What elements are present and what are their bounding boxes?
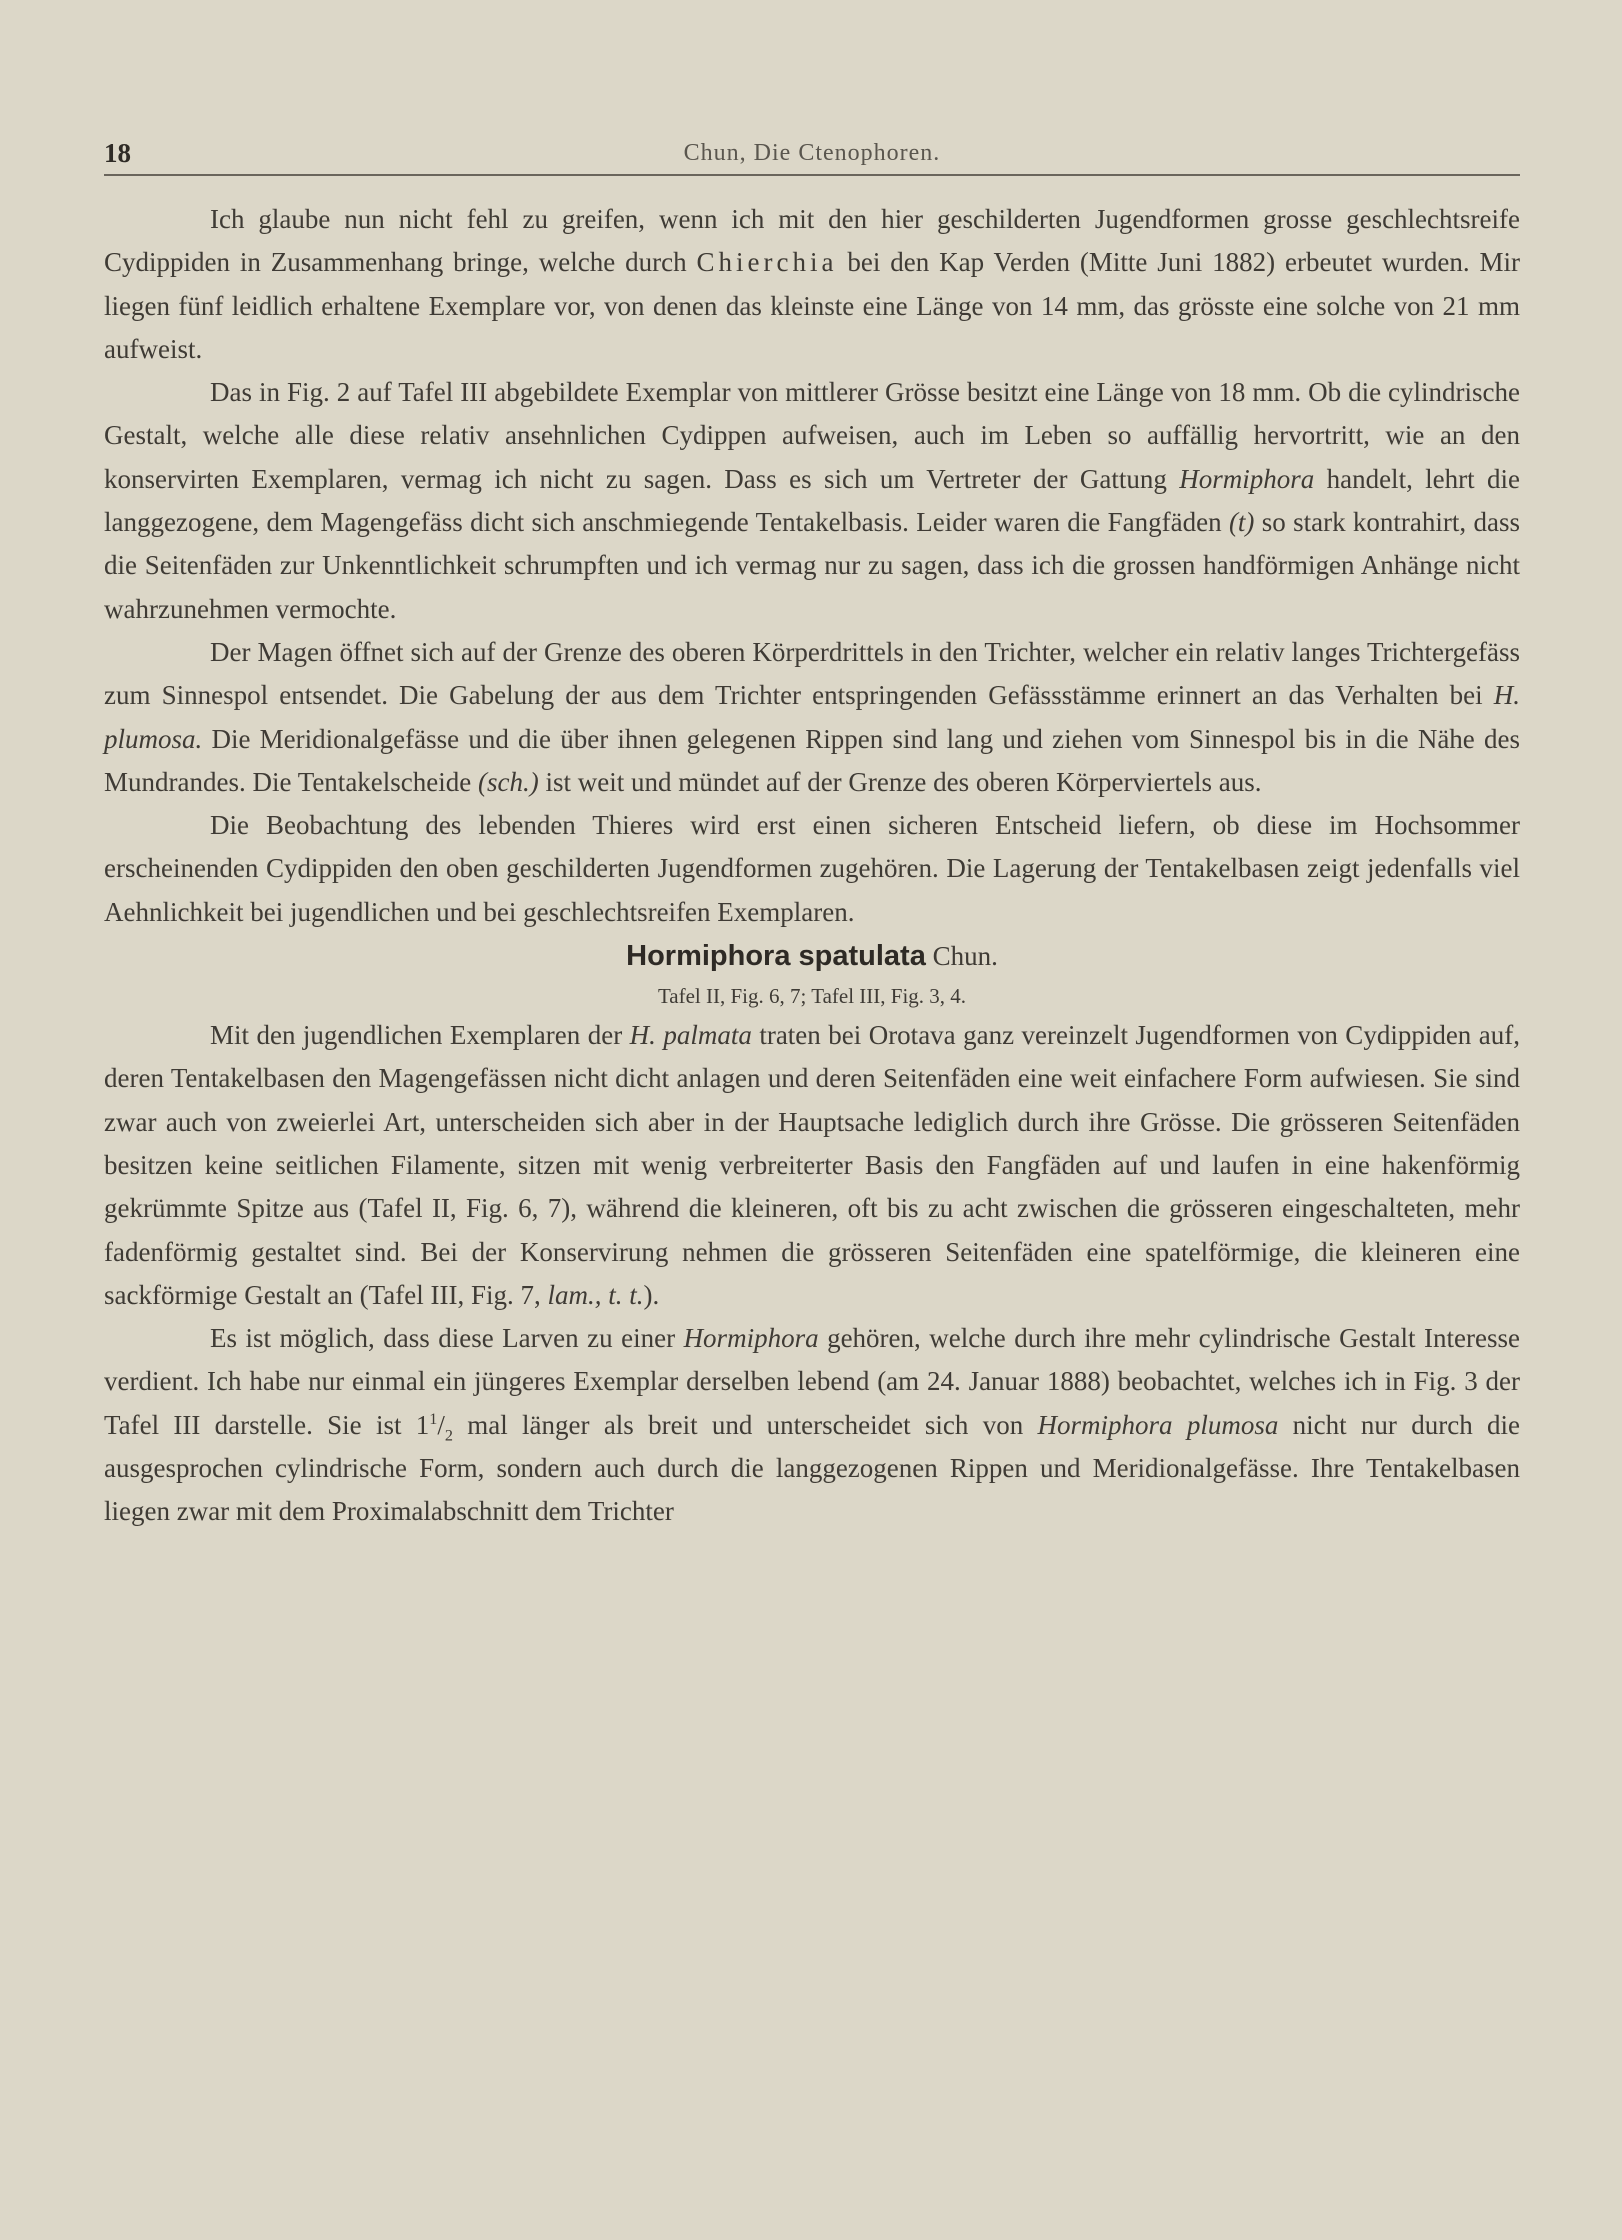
section-heading xyxy=(104,934,1520,978)
paragraph-3 xyxy=(104,631,1520,804)
figure-label: lam., t. t. xyxy=(547,1279,644,1310)
figure-label: (t) xyxy=(1228,507,1255,538)
text-run: traten bei Orotava ganz vereinzelt Jugendformen von Cydippiden auf, deren Tentakelbasen den Magengefässen nicht dicht anlagen und deren Seitenfäden eine weit einfachere Form aufwiesen. Sie sind zwar auch von zweierlei Art, unterscheiden sich aber in der Hauptsache lediglich durch ihre Grösse. Die grösseren Seitenfäden besitzen keine seitlichen Filamente, sitzen mit wenig verbreiterter Basis den Fangfäden auf und laufen in eine hakenförmig gekrümmte Spitze aus (Tafel II, Fig. 6, 7), während die kleineren, oft bis zu acht zwischen die grösseren eingeschalteten, mehr fadenförmig gestaltet sind. Bei der Konservirung nehmen die grösseren Seitenfäden eine spatelförmige, die kleineren eine sackförmige Gestalt an (Tafel III, Fig. 7, xyxy=(104,1020,1520,1310)
paragraph-6 xyxy=(104,1317,1520,1533)
species-name: Hormiphora plumosa xyxy=(1037,1409,1279,1440)
paragraph-5 xyxy=(104,1014,1520,1317)
text-run: nicht nur durch die ausgesprochen cylindrische Form, sondern auch durch die langgezogenen Rippen und Meridionalgefässe. Ihre Tentakelbasen liegen zwar mit dem Proximalabschnitt dem Trichter xyxy=(104,1409,1520,1527)
paragraph-2 xyxy=(104,371,1520,631)
paragraph-4 xyxy=(104,804,1520,934)
text-run: ist weit und mündet auf der Grenze des oberen Körperviertels aus. xyxy=(538,766,1262,797)
document-page xyxy=(104,136,1520,1534)
text-run: ). xyxy=(643,1279,660,1310)
genus-name: Hormiphora xyxy=(1179,463,1315,494)
text-run: Das in Fig. 2 auf Tafel III abgebildete Exemplar von mittlerer Grösse besitzt eine Länge von 18 mm. Ob die cylindrische Gestalt, welche alle diese relativ ansehnlichen Cydippen aufweisen, auch im Leben so auffällig hervortritt, wie an den konservirten Exemplaren, vermag ich nicht zu sagen. Dass es sich um Vertreter der Gattung xyxy=(104,377,1520,494)
plate-reference: Tafel II, Fig. 6, 7; Tafel III, Fig. 3, 4. xyxy=(657,984,967,1009)
text-run: gehören, welche durch ihre mehr cylindrische Gestalt Interesse verdient. Ich habe nur einmal ein jüngeres Exemplar derselben lebend (am 24. Januar 1888) beobachtet, welches ich in Fig. 3 der Tafel III darstelle. Sie ist 1 xyxy=(104,1323,1520,1440)
text-run: handelt, lehrt die langgezogene, dem Magengefäss dicht sich anschmiegende Tentakelbasis. Leider waren die Fangfäden xyxy=(104,463,1520,538)
fraction-denominator: 2 xyxy=(444,1426,453,1445)
running-header xyxy=(104,136,1520,176)
page-number: 18 xyxy=(104,138,131,168)
text-run: mal länger als breit und unterscheidet sich von xyxy=(452,1409,1038,1440)
fraction-numerator: 1 xyxy=(429,1409,438,1428)
species-name: H. palmata xyxy=(629,1020,752,1051)
section-species-name: Hormiphora spatulata xyxy=(626,940,926,973)
text-run: Die Meridionalgefässe und die über ihnen gelegenen Rippen sind lang und ziehen vom Sinnespol bis in die Nähe des Mundrandes. Die Tentakelscheide xyxy=(104,723,1520,797)
text-run: Es ist möglich, dass diese Larven zu einer xyxy=(210,1323,684,1354)
running-title: Chun, Die Ctenophoren. xyxy=(683,140,941,166)
fraction-slash: / xyxy=(437,1409,445,1440)
text-run: Die Beobachtung des lebenden Thieres wird erst einen sicheren Entscheid liefern, ob diese im Hochsommer erscheinenden Cydippiden den oben geschilderten Jugendformen zugehören. Die Lagerung der Tentakelbasen zeigt jedenfalls viel Aehnlichkeit bei jugendlichen und bei geschlechtsreifen Exemplaren. xyxy=(104,810,1520,927)
text-run: Ich glaube nun nicht fehl zu greifen, wenn ich mit den hier geschilderten Jugendformen grosse geschlechtsreife Cydippiden in Zusammenhang bringe, welche durch xyxy=(104,204,1520,278)
section-author: Chun. xyxy=(925,941,998,972)
text-run: bei den Kap Verden (Mitte Juni 1882) erbeutet wurden. Mir liegen fünf leidlich erhaltene Exemplare vor, von denen das kleinste eine Länge von 14 mm, das grösste eine solche von 21 mm aufweist. xyxy=(104,247,1520,364)
genus-name: Hormiphora xyxy=(683,1323,819,1354)
species-name: H. plumosa. xyxy=(104,680,1520,754)
text-run: Mit den jugendlichen Exemplaren der xyxy=(210,1020,630,1051)
text-run: so stark kontrahirt, dass die Seitenfäden zur Unkenntlichkeit schrumpften und ich vermag nur zu sagen, dass ich die grossen handförmigen Anhänge nicht wahrzunehmen vermochte. xyxy=(104,507,1520,624)
paragraph-1 xyxy=(104,198,1520,371)
person-name: Chierchia xyxy=(696,247,838,278)
body-text xyxy=(104,198,1520,1534)
figure-label: (sch.) xyxy=(478,766,539,797)
text-run: Der Magen öffnet sich auf der Grenze des oberen Körperdrittels in den Trichter, welcher ein relativ langes Trichtergefäss zum Sinnespol entsendet. Die Gabelung der aus dem Trichter entspringenden Gefässstämme erinnert an das Verhalten bei xyxy=(104,636,1520,711)
